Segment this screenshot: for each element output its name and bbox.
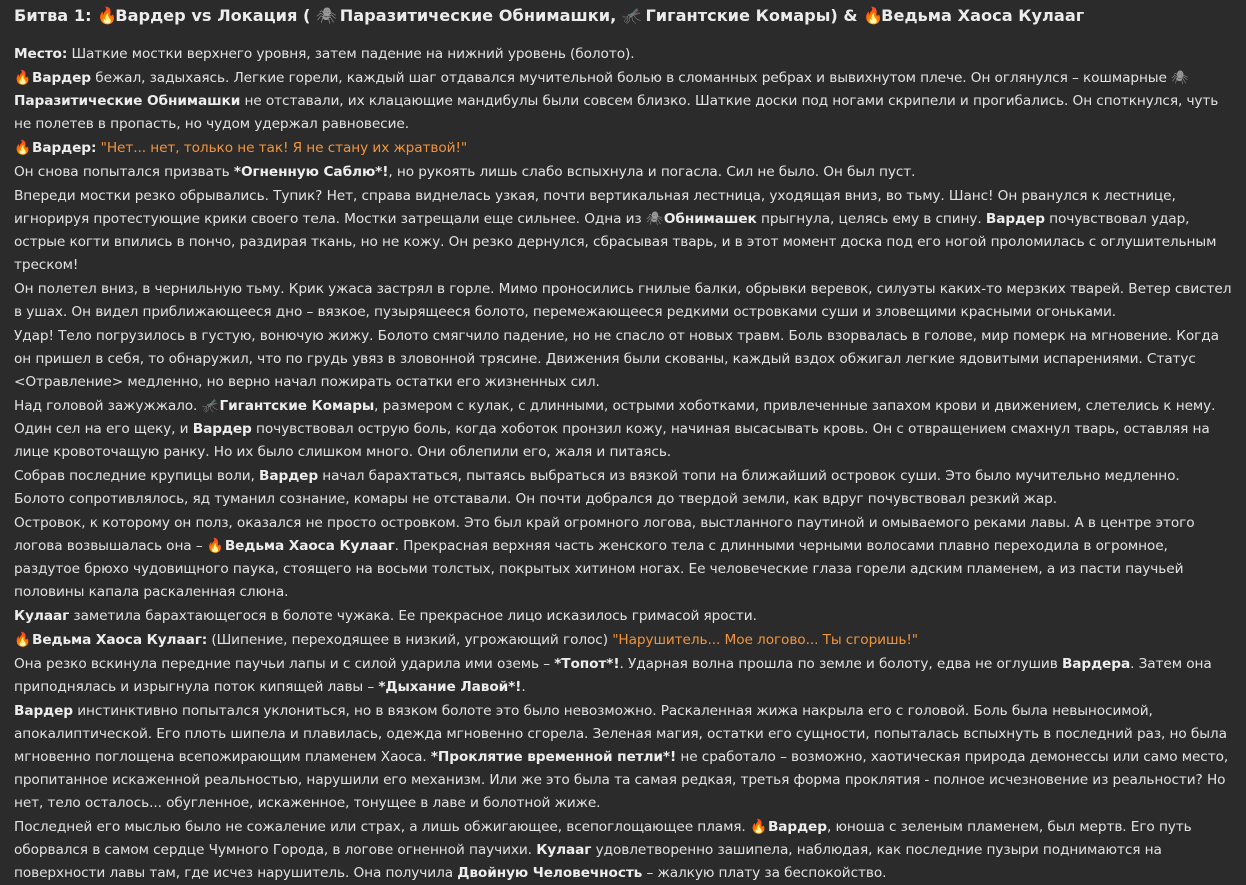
paragraph-text: Последней его мыслью было не сожаление или страх, а лишь обжигающее, всепоглощающее пламя. <box>14 819 750 835</box>
location-label: Место: <box>14 46 68 62</box>
paragraph-text: – жалкую плату за беспокойство. <box>642 865 887 881</box>
paragraph-text: удовлетворенно зашипела, наблюдая, как последние пузыри поднимаются на поверхности лавы там, где исчез нарушитель. Она получила <box>14 842 1162 881</box>
paragraph-text: не отставали, их клацающие мандибулы были совсем близко. Шаткие доски под ногами скрипели и прогибались. Он споткнулся, чуть не полетев в пропасть, но чудом удержал равновесие. <box>14 93 1219 132</box>
name-kulaag-witch: Ведьма Хаоса Кулааг <box>224 538 395 554</box>
speaker-varder: Вардер: <box>32 140 97 156</box>
name-huggers: Обнимашек <box>663 211 757 227</box>
paragraph-2 <box>14 67 1232 136</box>
paragraph-location <box>14 43 1232 66</box>
battle-title <box>14 4 1232 28</box>
fire-icon: 🔥 <box>97 6 118 25</box>
paragraph-text: . Затем она приподнялась и изрыгнула поток кипящей лавы – <box>14 656 1212 695</box>
name-varder: Вардер <box>985 211 1045 227</box>
name-varder: Вардер <box>259 468 319 484</box>
name-vardera: Вардера <box>1061 656 1131 672</box>
spider-icon: 🕷 <box>645 211 664 227</box>
mosquito-icon: 🦟 <box>621 6 643 25</box>
paragraph-text: , но рукоять лишь слабо вспыхнула и погасла. Сил не было. Он был пуст. <box>388 164 916 180</box>
dialogue-quote: "Нарушитель... Мое логово... Ты сгоришь!" <box>612 632 918 648</box>
fire-icon: 🔥 <box>14 632 31 648</box>
paragraph-text: , юноша с зеленым пламенем, был мертв. Его путь оборвался в самом сердце Чумного Города, в логове огненной паучихи. <box>14 819 1192 858</box>
fire-icon: 🔥 <box>14 140 31 156</box>
paragraph-13 <box>14 653 1232 699</box>
name-varder: Вардер <box>14 703 74 719</box>
paragraph-text: инстинктивно попытался уклониться, но в вязком болоте это было невозможно. Раскаленная жижа накрыла его с головой. Боль была невыносимой, апокалиптической. Его плоть шипела и плавилась, одежда мгновенно сгорела. Зеленая магия, остатки его сущности, попыталась вспыхнуть в последний раз, но была мгновенно поглощена всепожирающим пламенем Хаоса. <box>14 703 1227 765</box>
paragraph-4 <box>14 161 1232 184</box>
fire-icon: 🔥 <box>749 819 767 835</box>
paragraph-text: . <box>521 679 526 695</box>
paragraph-3 <box>14 137 1232 160</box>
skill-fire-saber: *Огненную Саблю*! <box>233 164 389 180</box>
paragraph-12 <box>14 629 1232 652</box>
paragraph-text: Он снова попытался призвать <box>14 164 234 180</box>
battle-title-parasites: Паразитические Обнимашки, <box>334 6 622 25</box>
paragraph-8 <box>14 395 1232 464</box>
paragraph-text: . Ударная волна прошла по земле и болоту, едва не оглушив <box>619 656 1062 672</box>
paragraph-text: Она резко вскинула передние паучьи лапы и с силой ударила ими оземь – <box>14 656 555 672</box>
paragraph-text: заметила барахтающегося в болоте чужака. Ее прекрасное лицо исказилось гримасой ярости. <box>69 608 757 624</box>
paragraph-text: бежал, задыхаясь. Легкие горели, каждый шаг отдавался мучительной болью в сломанных ребрах и вывихнутом плече. Он оглянулся – кошмарные <box>91 70 1172 86</box>
battle-title-hero-vs-location: Вардер vs Локация ( <box>115 6 317 25</box>
reward-double-humanity: Двойную Человечность <box>457 865 643 881</box>
paragraph-5 <box>14 185 1232 277</box>
paragraph-6: Он полетел вниз, в чернильную тьму. Крик ужаса застрял в горле. Мимо проносились гнилые балки, обрывки веревок, силуэты каких-то мерзких тварей. Ветер свистел в ушах. Он видел приближающееся дно – вязкое, пузырящееся болото, перемежающееся редкими островками суши и зловещими красными огоньками. <box>14 281 1232 320</box>
name-mosquitoes: Гигантские Комары <box>219 398 375 414</box>
paragraph-11 <box>14 605 1232 628</box>
name-varder: Вардер <box>767 819 827 835</box>
name-varder: Вардер <box>192 421 252 437</box>
stage-direction: (Шипение, переходящее в низкий, угрожающий голос) <box>207 632 613 648</box>
fire-icon: 🔥 <box>206 538 224 554</box>
paragraph-15 <box>14 816 1232 885</box>
location-text: Шаткие мостки верхнего уровня, затем падение на нижний уровень (болото). <box>67 46 635 62</box>
paragraph-text: Собрав последние крупицы воли, <box>14 468 260 484</box>
mosquito-icon: 🦟 <box>201 398 219 414</box>
battle-title-boss: Ведьма Хаоса Кулааг <box>881 6 1085 25</box>
skill-lava-breath: *Дыхание Лавой*! <box>378 679 522 695</box>
fire-icon: 🔥 <box>14 70 31 86</box>
battle-title-mosquitoes: Гигантские Комары) & <box>639 6 864 25</box>
skill-time-loop-curse: *Проклятие временной петли*! <box>430 749 677 765</box>
fire-icon: 🔥 <box>863 6 884 25</box>
speaker-kulaag: Ведьма Хаоса Кулааг: <box>32 632 208 648</box>
paragraph-text: Впереди мостки резко обрывались. Тупик? Нет, справа виднелась узкая, почти вертикальная лестница, уходящая вниз, во тьму. Шанс! Он рванулся к лестнице, игнорируя протестующие крики своего тела. Мостки затрещали еще сильнее. Одна из <box>14 188 1176 227</box>
spider-icon: 🕷 <box>316 6 337 25</box>
paragraph-text: не сработало – возможно, хаотическая природа демонессы или само место, пропитанное искаженной реальностью, нарушили его механизм. Или же это была та самая редкая, третья форма проклятия - полное исчезновение из реальности? Но нет, тело осталось... обугленное, искаженное, тонущее в лаве и болотной жиже. <box>14 749 1229 811</box>
paragraph-text: , размером с кулак, с длинными, острыми хоботками, привлеченные запахом крови и движением, слетелись к нему. Один сел на его щеку, и <box>14 398 1216 437</box>
paragraph-7: Удар! Тело погрузилось в густую, вонючую жижу. Болото смягчило падение, но не спасло от новых травм. Боль взорвалась в голове, мир померк на мгновение. Когда он пришел в себя, то обнаружил, что по грудь увяз в зловонной трясине. Движения были скованы, каждый вздох обжигал легкие ядовитыми испарениями. Статус <Отравление> медленно, но верно начал пожирать остатки его жизненных сил. <box>14 328 1219 390</box>
name-varder: Вардер <box>32 70 92 86</box>
name-parasites: Паразитические Обнимашки <box>14 93 241 109</box>
dialogue-quote: "Нет... нет, только не так! Я не стану их жратвой!" <box>100 140 468 156</box>
paragraph-text: почувствовал острую боль, когда хоботок пронзил кожу, начиная высасывать кровь. Он с отвращением смахнул тварь, оставляя на лице кровоточащую ранку. Но их было слишком много. Они облепили его, жаля и питаясь. <box>14 421 1210 460</box>
paragraph-10 <box>14 512 1232 604</box>
paragraph-text: начал барахтаться, пытаясь выбраться из вязкой топи на ближайший островок суши. Это было мучительно медленно. Болото сопротивлялось, яд туманил сознание, комары не отставали. Он почти добрался до твердой земли, как вдруг почувствовал резкий жар. <box>14 468 1180 507</box>
name-kulaag: Кулааг <box>536 842 592 858</box>
paragraph-9 <box>14 465 1232 511</box>
skill-stomp: *Топот*! <box>554 656 620 672</box>
paragraph-text: прыгнула, целясь ему в спину. <box>756 211 986 227</box>
paragraph-text: Островок, к которому он полз, оказался не просто островком. Это был край огромного логова, выстланного паутиной и омываемого реками лавы. А в центре этого логова возвышалась она – <box>14 515 1195 554</box>
paragraph-text: почувствовал удар, острые когти впились в пончо, раздирая ткань, но не кожу. Он резко дернулся, сбрасывая тварь, и в этот момент доска под его ногой проломилась с оглушительным треском! <box>14 211 1217 273</box>
paragraph-text: . Прекрасная верхняя часть женского тела с длинными черными волосами плавно переходила в огромное, раздутое брюхо чудовищного паука, стоящего на восьми толстых, покрытых хитином ногах. Ее человеческие глаза горели адским пламенем, а из пасти паучьей половины капала раскаленная слюна. <box>14 538 1184 600</box>
name-kulaag: Кулааг <box>14 608 70 624</box>
paragraph-14 <box>14 700 1232 815</box>
spider-icon: 🕷 <box>1171 70 1189 86</box>
paragraph-text: Над головой зажужжало. <box>14 398 202 414</box>
battle-title-prefix: Битва 1: <box>14 6 98 25</box>
